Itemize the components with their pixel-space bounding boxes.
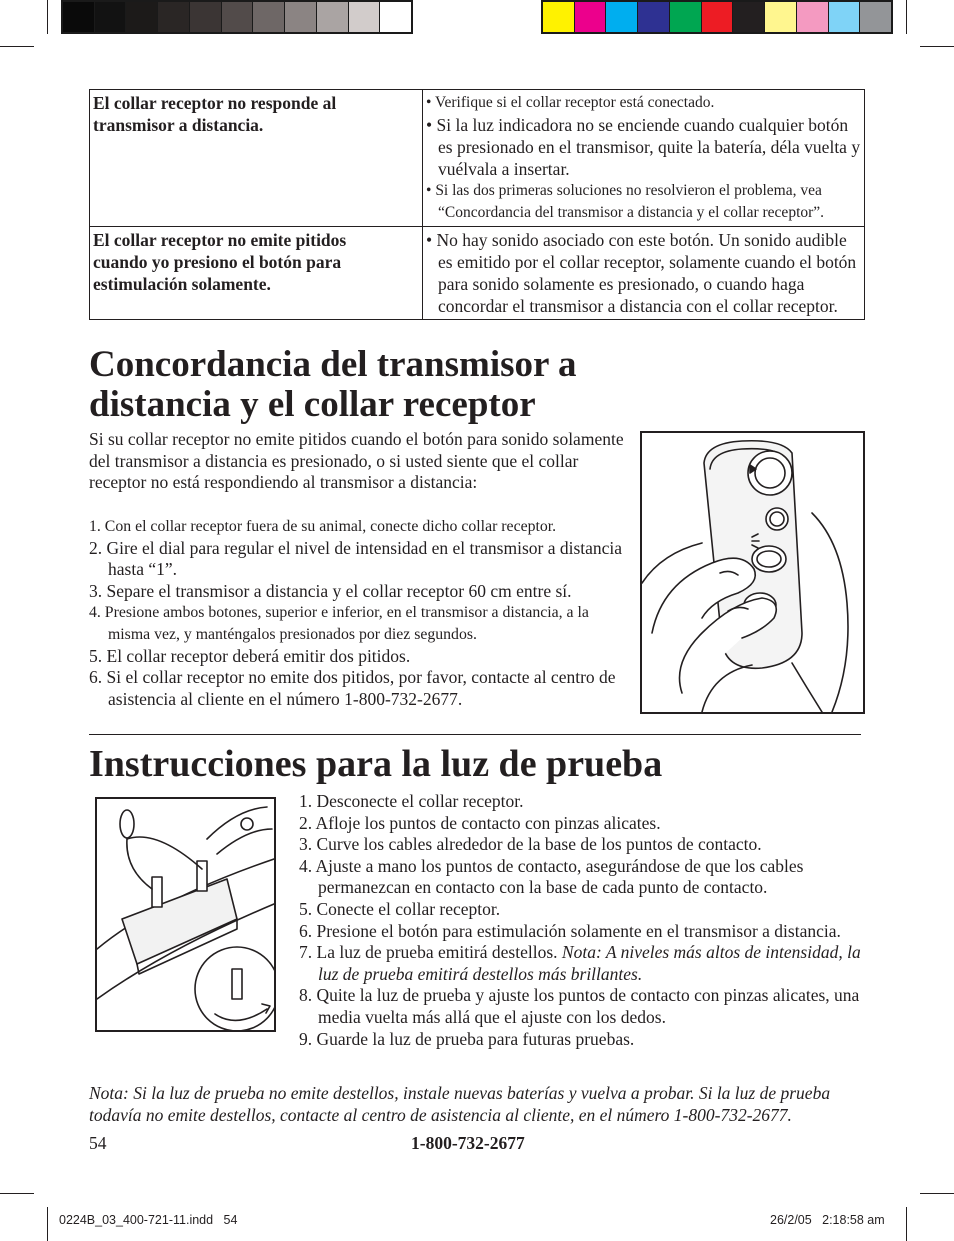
crop-mark-br-h <box>920 1193 954 1194</box>
solution-cell <box>423 227 865 320</box>
color-swatch <box>606 2 638 32</box>
list-item: 2. Afloje los puntos de contacto con pinzas alicates. <box>299 812 661 833</box>
color-swatch <box>190 2 222 32</box>
solution-cell <box>423 90 865 227</box>
list-item: 4. Ajuste a mano los puntos de contacto, asegurándose de que los cables permanezcan en contacto con la base de cada punto de contacto. <box>299 855 804 898</box>
color-swatch <box>638 2 670 32</box>
footer-phone: 1-800-732-2677 <box>411 1133 525 1153</box>
grayscale-color-bar <box>61 0 413 34</box>
color-swatch <box>829 2 861 32</box>
slug-date: 26/2/05 2:18:58 am <box>770 1213 885 1227</box>
list-item: 4. Presione ambos botones, superior e inferior, en el transmisor a distancia, a la misma vez, y manténgalos presionados por diez segundos. <box>89 604 589 643</box>
list-item: 5. Conecte el collar receptor. <box>299 898 501 919</box>
process-color-bar <box>541 0 893 34</box>
list-item: 9. Guarde la luz de prueba para futuras pruebas. <box>299 1028 635 1049</box>
problem-cell: El collar receptor no emite pitidos cuando yo presiono el botón para estimulación solamente. <box>90 227 423 320</box>
list-item: 3. Separe el transmisor a distancia y el collar receptor 60 cm entre sí. <box>89 580 572 601</box>
hand-holding-transmitter-icon <box>642 433 863 712</box>
crop-mark-tr-v <box>906 0 907 34</box>
crop-mark-tl-h <box>0 46 34 47</box>
crop-mark-tl-v <box>47 0 48 34</box>
color-swatch <box>733 2 765 32</box>
color-swatch <box>349 2 381 32</box>
page-number: 54 <box>89 1133 107 1153</box>
section-divider <box>89 734 861 735</box>
table-row <box>90 227 865 320</box>
color-swatch <box>253 2 285 32</box>
solution-item: • Si la luz indicadora no se enciende cuando cualquier botón es presionado en el transmisor, quite la batería, déla vuelta y vuélvala a insertar. <box>426 114 861 180</box>
slug-file: 0224B_03_400-721-11.indd 54 <box>59 1213 238 1227</box>
list-item: 8. Quite la luz de prueba y ajuste los puntos de contacto con pinzas alicates, una media vuelta más allá que el ajuste con los dedos. <box>299 985 860 1027</box>
crop-mark-bl-v <box>47 1207 48 1241</box>
list-item <box>299 942 864 985</box>
matching-steps <box>89 516 629 710</box>
matching-intro: Si su collar receptor no emite pitidos cuando el botón para sonido solamente del transmisor a distancia es presionado, o si usted siente que el collar receptor no está respondiendo al transmisor a distancia: <box>89 429 624 493</box>
table-row <box>90 90 865 227</box>
color-swatch <box>95 2 127 32</box>
solution-item: • No hay sonido asociado con este botón. Un sonido audible es emitido por el collar receptor, solamente cuando el botón para sonido solamente es presionado, o cuando haga concordar el transmisor a distancia con el collar receptor. <box>426 229 861 317</box>
color-swatch <box>575 2 607 32</box>
color-swatch <box>860 2 891 32</box>
solution-item: • Verifique si el collar receptor está conectado. <box>426 92 861 114</box>
list-item: 6. Presione el botón para estimulación solamente en el transmisor a distancia. <box>299 920 841 941</box>
color-swatch <box>765 2 797 32</box>
color-swatch <box>126 2 158 32</box>
testlight-steps <box>299 791 864 1050</box>
section-title-testlight: Instrucciones para la luz de prueba <box>89 743 663 785</box>
title-line: Concordancia del transmisor a <box>89 344 577 385</box>
step7-text: 7. La luz de prueba emitirá destellos. <box>299 942 562 963</box>
color-swatch <box>285 2 317 32</box>
testlight-note: Nota: Si la luz de prueba no emite destellos, instale nuevas baterías y vuelva a probar. Si la luz de prueba todavía no emite destellos, contacte al centro de asistencia al cliente, en el número 1-800-732-2677. <box>89 1083 831 1125</box>
transmitter-illustration <box>640 431 865 714</box>
color-swatch <box>702 2 734 32</box>
collar-test-light-icon <box>97 799 274 1030</box>
list-item: 5. El collar receptor deberá emitir dos pitidos. <box>89 645 411 666</box>
crop-mark-bl-h <box>0 1193 34 1194</box>
crop-mark-tr-h <box>920 46 954 47</box>
list-item: 1. Con el collar receptor fuera de su animal, conecte dicho collar receptor. <box>89 518 557 535</box>
section-title-matching <box>89 345 577 425</box>
problem-cell: El collar receptor no responde al transmisor a distancia. <box>90 90 423 227</box>
title-line: distancia y el collar receptor <box>89 384 536 425</box>
color-swatch <box>380 2 411 32</box>
list-item: 1. Desconecte el collar receptor. <box>299 791 524 811</box>
troubleshooting-table <box>89 89 865 320</box>
color-swatch <box>317 2 349 32</box>
color-swatch <box>63 2 95 32</box>
crop-mark-br-v <box>906 1207 907 1241</box>
color-swatch <box>797 2 829 32</box>
color-swatch <box>222 2 254 32</box>
list-item: 3. Curve los cables alrededor de la base de los puntos de contacto. <box>299 834 762 855</box>
color-swatch <box>158 2 190 32</box>
list-item: 6. Si el collar receptor no emite dos pitidos, por favor, contacte al centro de asistencia al cliente en el número 1-800-732-2677. <box>89 667 616 709</box>
list-item: 2. Gire el dial para regular el nivel de intensidad en el transmisor a distancia hasta “1”. <box>89 537 623 580</box>
step7-note: Nota: A niveles más altos de intensidad, la luz de prueba emitirá destellos más brillantes. <box>318 942 861 984</box>
color-swatch <box>670 2 702 32</box>
testlight-illustration <box>95 797 276 1032</box>
solution-item: • Si las dos primeras soluciones no resolvieron el problema, vea “Concordancia del transmisor a distancia y el collar receptor”. <box>426 180 861 224</box>
color-swatch <box>543 2 575 32</box>
